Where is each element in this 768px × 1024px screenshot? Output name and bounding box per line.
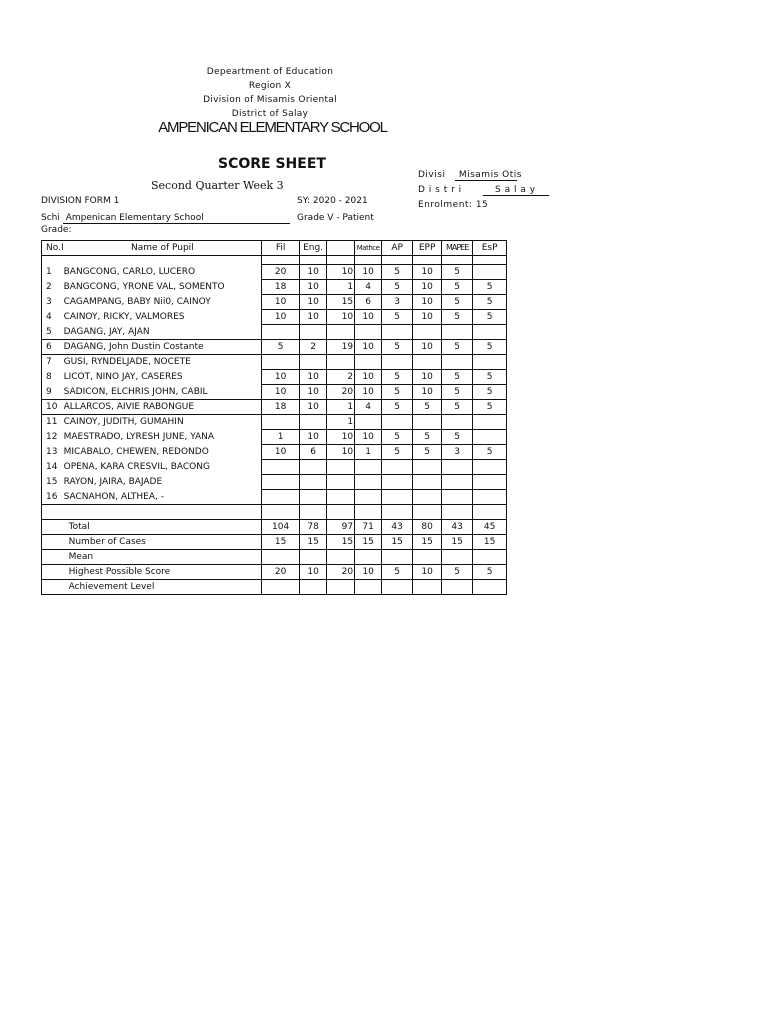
summary-esp: 5 (473, 565, 507, 580)
pupil-name: CAINOY, RICKY, VALMORES (64, 310, 262, 325)
table-row (42, 370, 507, 385)
summary-spacer (42, 550, 64, 565)
summary-mapeh: 15 (442, 535, 473, 550)
summary-ap (382, 580, 413, 595)
page-subtitle: Second Quarter Week 3 (151, 179, 284, 192)
score-ap: 5 (382, 385, 413, 400)
score-mapeh: 5 (442, 280, 473, 295)
score-sci: 10 (327, 265, 355, 280)
header-math: Mathce (355, 241, 382, 256)
spacer-cell (300, 505, 327, 520)
pupil-number: 15 (42, 475, 64, 490)
score-fil (262, 460, 300, 475)
score-eng: 10 (300, 310, 327, 325)
score-sci: 1 (327, 400, 355, 415)
score-esp (473, 460, 507, 475)
pupil-number: 8 (42, 370, 64, 385)
district-label: D i s t r i (418, 185, 462, 195)
score-sci: 10 (327, 430, 355, 445)
summary-spacer (42, 535, 64, 550)
division-value: Misamis Otis (455, 170, 517, 181)
summary-epp (413, 580, 442, 595)
spacer-cell (442, 505, 473, 520)
region-line: Region X (248, 81, 292, 91)
pupil-number: 14 (42, 460, 64, 475)
summary-row (42, 550, 507, 565)
table-row (42, 490, 507, 505)
score-esp (473, 430, 507, 445)
spacer-cell (355, 256, 382, 265)
score-epp: 10 (413, 340, 442, 355)
score-fil: 18 (262, 400, 300, 415)
score-fil: 10 (262, 310, 300, 325)
header-ap: AP (382, 241, 413, 256)
score-eng: 2 (300, 340, 327, 355)
table-row (42, 415, 507, 430)
score-epp (413, 415, 442, 430)
header-esp: EsP (473, 241, 507, 256)
pupil-number: 11 (42, 415, 64, 430)
summary-ap (382, 550, 413, 565)
score-sci: 2 (327, 370, 355, 385)
pupil-number: 5 (42, 325, 64, 340)
division-form: DIVISION FORM 1 (41, 196, 120, 206)
score-epp: 10 (413, 310, 442, 325)
pupil-number: 10 (42, 400, 64, 415)
score-fil (262, 415, 300, 430)
summary-epp: 80 (413, 520, 442, 535)
spacer-cell (413, 256, 442, 265)
score-math: 6 (355, 295, 382, 310)
pupil-name: OPENA, KARA CRESVIL, BACONG (64, 460, 262, 475)
pupil-name: ALLARCOS, AIVIE RABONGUE (64, 400, 262, 415)
score-mapeh: 5 (442, 430, 473, 445)
score-eng (300, 490, 327, 505)
summary-sci: 20 (327, 565, 355, 580)
spacer-cell (382, 505, 413, 520)
score-mapeh: 5 (442, 385, 473, 400)
spacer-cell (64, 256, 262, 265)
score-esp: 5 (473, 280, 507, 295)
score-math: 4 (355, 280, 382, 295)
summary-spacer (42, 520, 64, 535)
spacer-cell (442, 256, 473, 265)
score-fil: 20 (262, 265, 300, 280)
score-eng: 10 (300, 295, 327, 310)
summary-sci: 97 (327, 520, 355, 535)
score-eng: 10 (300, 400, 327, 415)
score-math: 10 (355, 310, 382, 325)
score-sci: 1 (327, 280, 355, 295)
division-info (418, 170, 522, 181)
score-esp (473, 415, 507, 430)
table-row (42, 295, 507, 310)
table-row (42, 445, 507, 460)
summary-esp (473, 580, 507, 595)
table-row (42, 400, 507, 415)
score-sci (327, 460, 355, 475)
score-fil: 5 (262, 340, 300, 355)
enrolment-info: Enrolment: 15 (418, 200, 489, 210)
spacer-cell (382, 256, 413, 265)
pupil-name: SACNAHON, ALTHEA, - (64, 490, 262, 505)
score-math: 1 (355, 445, 382, 460)
summary-mapeh: 43 (442, 520, 473, 535)
summary-eng: 78 (300, 520, 327, 535)
score-esp: 5 (473, 340, 507, 355)
score-math (355, 490, 382, 505)
score-ap (382, 460, 413, 475)
score-sci: 1 (327, 415, 355, 430)
table-row (42, 340, 507, 355)
table-row (42, 280, 507, 295)
score-esp: 5 (473, 295, 507, 310)
score-fil: 18 (262, 280, 300, 295)
summary-label: Achievement Level (64, 580, 262, 595)
score-sci (327, 475, 355, 490)
score-mapeh (442, 325, 473, 340)
score-sci (327, 490, 355, 505)
pupil-name: CAGAMPANG, BABY Nii0, CAINOY (64, 295, 262, 310)
score-ap (382, 325, 413, 340)
summary-row (42, 565, 507, 580)
pupil-name: DAGANG, John Dustin Costante (64, 340, 262, 355)
district-info (418, 185, 549, 196)
pupil-rows (42, 256, 507, 505)
summary-mapeh: 5 (442, 565, 473, 580)
summary-mapeh (442, 550, 473, 565)
department-line: Depeartment of Education (206, 67, 334, 77)
score-epp: 5 (413, 445, 442, 460)
header-fil: Fil (262, 241, 300, 256)
score-ap (382, 355, 413, 370)
score-sci: 10 (327, 310, 355, 325)
header-eng: Eng. (300, 241, 327, 256)
summary-row (42, 535, 507, 550)
score-mapeh (442, 490, 473, 505)
pupil-name: SADICON, ELCHRIS JOHN, CABIL (64, 385, 262, 400)
summary-rows (42, 505, 507, 595)
grade-section: Grade V - Patient (297, 213, 374, 223)
header-no: No.I (42, 241, 64, 256)
score-math (355, 460, 382, 475)
table-row (42, 355, 507, 370)
spacer-cell (64, 505, 262, 520)
pupil-name: BANGCONG, YRONE VAL, SOMENTO (64, 280, 262, 295)
spacer-cell (355, 505, 382, 520)
score-mapeh: 5 (442, 400, 473, 415)
score-fil (262, 490, 300, 505)
score-esp: 5 (473, 445, 507, 460)
score-eng: 10 (300, 280, 327, 295)
pupil-number: 3 (42, 295, 64, 310)
pupil-number: 2 (42, 280, 64, 295)
page-title: SCORE SHEET (218, 156, 326, 172)
score-mapeh: 5 (442, 370, 473, 385)
spacer-cell (262, 256, 300, 265)
score-sci: 15 (327, 295, 355, 310)
score-fil: 10 (262, 445, 300, 460)
division-label: Divisi (418, 170, 446, 180)
score-ap: 5 (382, 370, 413, 385)
pupil-name: DAGANG, JAY, AJAN (64, 325, 262, 340)
score-fil: 1 (262, 430, 300, 445)
score-sci: 10 (327, 445, 355, 460)
summary-fil (262, 580, 300, 595)
summary-row (42, 580, 507, 595)
pupil-number: 16 (42, 490, 64, 505)
pupil-name: MAESTRADO, LYRESH JUNE, YANA (64, 430, 262, 445)
summary-ap: 5 (382, 565, 413, 580)
score-esp: 5 (473, 385, 507, 400)
score-ap: 5 (382, 280, 413, 295)
score-eng: 10 (300, 385, 327, 400)
score-math (355, 475, 382, 490)
table-header-row (42, 241, 507, 256)
table-row (42, 265, 507, 280)
score-esp: 5 (473, 310, 507, 325)
pupil-number: 7 (42, 355, 64, 370)
score-mapeh (442, 475, 473, 490)
score-esp: 5 (473, 370, 507, 385)
district-line: District of Salay (231, 109, 309, 119)
summary-math: 71 (355, 520, 382, 535)
score-sci (327, 355, 355, 370)
summary-esp (473, 550, 507, 565)
score-fil (262, 325, 300, 340)
summary-sci (327, 580, 355, 595)
pupil-number: 13 (42, 445, 64, 460)
header-epp: EPP (413, 241, 442, 256)
score-fil (262, 355, 300, 370)
summary-eng: 15 (300, 535, 327, 550)
score-epp (413, 490, 442, 505)
score-math: 4 (355, 400, 382, 415)
summary-epp: 10 (413, 565, 442, 580)
district-value: S a l a y (483, 185, 549, 196)
score-eng: 6 (300, 445, 327, 460)
header-mapeh: MAPEE (442, 241, 473, 256)
summary-fil: 15 (262, 535, 300, 550)
pupil-name: CAINOY, JUDITH, GUMAHIN (64, 415, 262, 430)
pupil-number: 1 (42, 265, 64, 280)
spacer-cell (42, 505, 64, 520)
score-epp: 10 (413, 295, 442, 310)
school-info (41, 213, 290, 224)
spacer-row (42, 256, 507, 265)
score-math: 10 (355, 370, 382, 385)
spacer-cell (413, 505, 442, 520)
summary-row (42, 520, 507, 535)
pupil-name: BANGCONG, CARLO, LUCERO (64, 265, 262, 280)
score-mapeh: 5 (442, 310, 473, 325)
pupil-name: GUSI, RYNDELJADE, NOCETE (64, 355, 262, 370)
spacer-row (42, 505, 507, 520)
summary-eng (300, 580, 327, 595)
score-fil (262, 475, 300, 490)
spacer-cell (473, 256, 507, 265)
header-name: Name of Pupil (64, 241, 262, 256)
score-mapeh (442, 415, 473, 430)
summary-math: 10 (355, 565, 382, 580)
score-epp (413, 325, 442, 340)
school-name: AMPENICAN ELEMENTARY SCHOOL (158, 119, 387, 136)
spacer-cell (473, 505, 507, 520)
score-sci: 19 (327, 340, 355, 355)
summary-mapeh (442, 580, 473, 595)
score-mapeh (442, 460, 473, 475)
score-math: 10 (355, 265, 382, 280)
spacer-cell (327, 256, 355, 265)
score-epp: 5 (413, 430, 442, 445)
pupil-name: RAYON, JAIRA, BAJADE (64, 475, 262, 490)
table-row (42, 325, 507, 340)
score-epp: 5 (413, 400, 442, 415)
score-mapeh (442, 355, 473, 370)
summary-esp: 45 (473, 520, 507, 535)
score-fil: 10 (262, 295, 300, 310)
score-ap: 3 (382, 295, 413, 310)
summary-fil: 104 (262, 520, 300, 535)
score-eng (300, 460, 327, 475)
score-fil: 10 (262, 385, 300, 400)
score-math: 10 (355, 340, 382, 355)
table-row (42, 475, 507, 490)
score-eng (300, 475, 327, 490)
score-mapeh: 3 (442, 445, 473, 460)
summary-fil (262, 550, 300, 565)
pupil-number: 4 (42, 310, 64, 325)
score-ap: 5 (382, 445, 413, 460)
school-label: Schi (41, 213, 60, 223)
table-row (42, 310, 507, 325)
spacer-cell (262, 505, 300, 520)
summary-math (355, 550, 382, 565)
score-math (355, 325, 382, 340)
score-esp (473, 265, 507, 280)
score-ap: 5 (382, 310, 413, 325)
score-epp: 10 (413, 370, 442, 385)
score-ap: 5 (382, 265, 413, 280)
score-eng: 10 (300, 265, 327, 280)
score-math: 10 (355, 430, 382, 445)
spacer-cell (42, 256, 64, 265)
summary-math (355, 580, 382, 595)
score-sci (327, 325, 355, 340)
score-esp (473, 325, 507, 340)
score-sci: 20 (327, 385, 355, 400)
summary-epp (413, 550, 442, 565)
score-ap (382, 415, 413, 430)
score-esp: 5 (473, 400, 507, 415)
score-mapeh: 5 (442, 340, 473, 355)
score-ap: 5 (382, 400, 413, 415)
summary-sci (327, 550, 355, 565)
school-value: Ampenican Elementary School (63, 213, 290, 224)
score-eng (300, 355, 327, 370)
summary-ap: 43 (382, 520, 413, 535)
summary-label: Highest Possible Score (64, 565, 262, 580)
summary-eng (300, 550, 327, 565)
summary-ap: 15 (382, 535, 413, 550)
summary-math: 15 (355, 535, 382, 550)
pupil-name: LICOT, NINO JAY, CASERES (64, 370, 262, 385)
spacer-cell (327, 505, 355, 520)
table-row (42, 460, 507, 475)
table-row (42, 385, 507, 400)
pupil-number: 12 (42, 430, 64, 445)
score-esp (473, 475, 507, 490)
school-year: SY: 2020 - 2021 (297, 196, 368, 206)
score-table (41, 240, 507, 595)
division-line: Division of Misamis Oriental (203, 95, 337, 105)
score-mapeh: 5 (442, 265, 473, 280)
pupil-number: 9 (42, 385, 64, 400)
spacer-cell (300, 256, 327, 265)
score-math: 10 (355, 385, 382, 400)
score-eng (300, 415, 327, 430)
score-fil: 10 (262, 370, 300, 385)
score-epp: 10 (413, 385, 442, 400)
summary-eng: 10 (300, 565, 327, 580)
pupil-number: 6 (42, 340, 64, 355)
summary-spacer (42, 580, 64, 595)
pupil-name: MICABALO, CHEWEN, REDONDO (64, 445, 262, 460)
score-eng (300, 325, 327, 340)
summary-label: Mean (64, 550, 262, 565)
summary-label: Number of Cases (64, 535, 262, 550)
score-math (355, 355, 382, 370)
summary-sci: 15 (327, 535, 355, 550)
summary-spacer (42, 565, 64, 580)
score-ap (382, 490, 413, 505)
table-row (42, 430, 507, 445)
score-eng: 10 (300, 370, 327, 385)
score-mapeh: 5 (442, 295, 473, 310)
summary-fil: 20 (262, 565, 300, 580)
score-epp (413, 355, 442, 370)
header-sci (327, 241, 355, 256)
summary-esp: 15 (473, 535, 507, 550)
score-ap: 5 (382, 430, 413, 445)
score-math (355, 415, 382, 430)
score-esp (473, 490, 507, 505)
score-eng: 10 (300, 430, 327, 445)
score-ap (382, 475, 413, 490)
score-ap: 5 (382, 340, 413, 355)
score-epp (413, 475, 442, 490)
score-epp: 10 (413, 280, 442, 295)
summary-epp: 15 (413, 535, 442, 550)
score-epp: 10 (413, 265, 442, 280)
score-esp (473, 355, 507, 370)
summary-label: Total (64, 520, 262, 535)
grade-label: Grade: (41, 225, 72, 235)
score-epp (413, 460, 442, 475)
